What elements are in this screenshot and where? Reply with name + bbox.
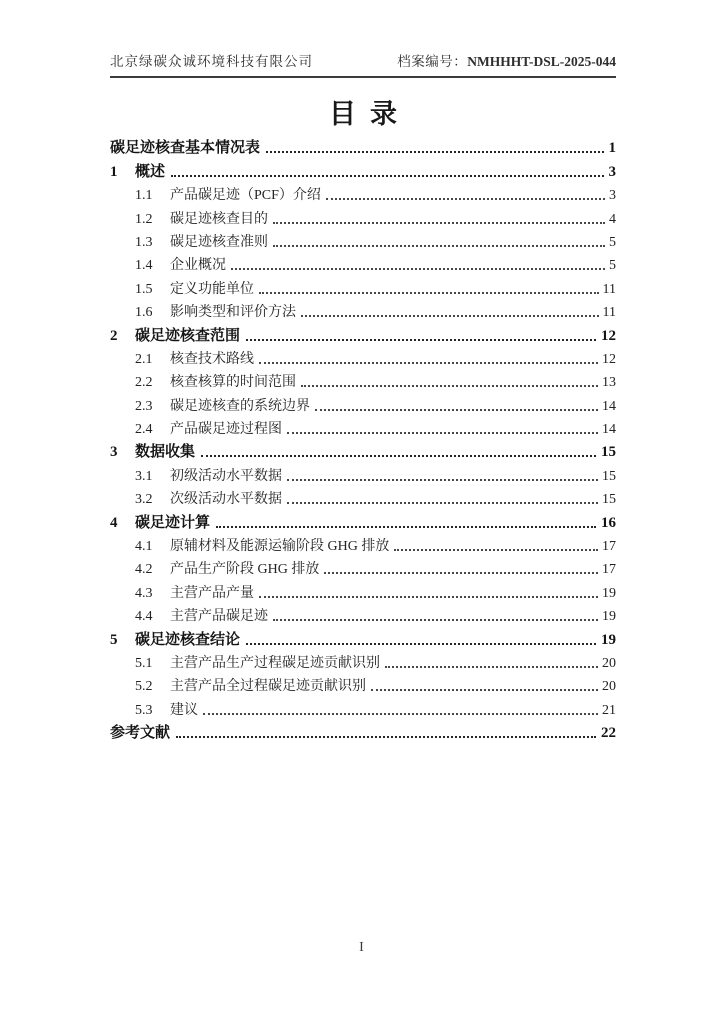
toc-entry-number: 5.3 xyxy=(135,702,153,718)
toc-entry-page: 17 xyxy=(602,539,616,555)
toc-entry xyxy=(110,555,616,578)
toc-leader-dots xyxy=(266,151,603,153)
toc-entry xyxy=(110,695,616,718)
toc-entry-label: 碳足迹计算 xyxy=(135,514,211,531)
toc-entry xyxy=(110,578,616,601)
toc-entry-label: 次级活动水平数据 xyxy=(170,492,282,508)
toc-entry-number: 4.4 xyxy=(135,609,153,625)
toc-entry-page: 14 xyxy=(602,398,616,414)
toc-leader-dots xyxy=(301,385,598,387)
toc-entry xyxy=(110,251,616,274)
toc-leader-dots xyxy=(301,315,599,317)
toc-entry-page: 11 xyxy=(602,305,616,321)
toc-leader-dots xyxy=(176,736,596,738)
toc-entry-page: 20 xyxy=(602,679,616,695)
toc-leader-dots xyxy=(246,339,596,341)
toc-entry-number: 3.2 xyxy=(135,492,153,508)
toc-entry xyxy=(110,532,616,555)
toc-entry-page: 16 xyxy=(601,514,616,531)
toc-entry-label: 企业概况 xyxy=(170,258,226,274)
toc-entry xyxy=(110,157,616,180)
toc-entry-label: 碳足迹核查基本情况表 xyxy=(110,140,261,157)
toc-leader-dots xyxy=(216,526,596,528)
toc-entry-label: 主营产品碳足迹 xyxy=(170,609,268,625)
toc-entry-label: 碳足迹核查目的 xyxy=(170,211,268,227)
toc-entry-number: 2 xyxy=(110,327,118,344)
toc-entry-number: 2.1 xyxy=(135,351,153,367)
toc-entry-number: 5.2 xyxy=(135,679,153,695)
toc-entry-label: 核查核算的时间范围 xyxy=(170,375,296,391)
toc-entry xyxy=(110,345,616,368)
toc-entry xyxy=(110,485,616,508)
toc-entry-label: 定义功能单位 xyxy=(170,281,254,297)
page-header xyxy=(110,50,616,78)
toc-entry-label: 概述 xyxy=(135,163,166,180)
toc-leader-dots xyxy=(273,245,605,247)
toc-entry xyxy=(110,415,616,438)
toc-entry xyxy=(110,672,616,695)
toc-entry-page: 3 xyxy=(608,163,616,180)
toc-entry-page: 5 xyxy=(609,258,616,274)
toc-entry-number: 3 xyxy=(110,444,118,461)
toc-leader-dots xyxy=(259,362,598,364)
toc-entry-label: 建议 xyxy=(170,702,198,718)
toc-leader-dots xyxy=(287,479,598,481)
toc-entry xyxy=(110,181,616,204)
toc-leader-dots xyxy=(315,409,598,411)
toc-entry-number: 5.1 xyxy=(135,655,153,671)
toc-entry-page: 12 xyxy=(602,351,616,367)
toc-leader-dots xyxy=(259,596,598,598)
toc-entry xyxy=(110,461,616,484)
toc-leader-dots xyxy=(259,292,599,294)
toc-entry-page: 5 xyxy=(609,234,616,250)
toc-leader-dots xyxy=(171,175,603,177)
toc-entry-label: 影响类型和评价方法 xyxy=(170,305,296,321)
page-title: 目录 xyxy=(329,99,411,129)
toc-entry-number: 4.2 xyxy=(135,562,153,578)
toc-entry-label: 原辅材料及能源运输阶段 GHG 排放 xyxy=(170,539,390,555)
toc-entry-page: 17 xyxy=(602,562,616,578)
toc-entry xyxy=(110,298,616,321)
toc-entry-page: 3 xyxy=(609,188,616,204)
toc-entry-label: 产品生产阶段 GHG 排放 xyxy=(170,562,320,578)
toc-entry-label: 产品碳足迹（PCF）介绍 xyxy=(170,188,321,204)
table-of-contents xyxy=(110,134,616,742)
toc-entry-number: 1.3 xyxy=(135,234,153,250)
toc-entry-number: 2.4 xyxy=(135,422,153,438)
toc-entry-page: 21 xyxy=(602,702,616,718)
toc-entry-page: 19 xyxy=(602,585,616,601)
toc-leader-dots xyxy=(394,549,598,551)
toc-entry-number: 1.6 xyxy=(135,305,153,321)
toc-entry-number: 4.1 xyxy=(135,539,153,555)
toc-leader-dots xyxy=(273,619,598,621)
toc-leader-dots xyxy=(326,198,605,200)
toc-entry-label: 主营产品全过程碳足迹贡献识别 xyxy=(170,679,366,695)
toc-entry-number: 2.3 xyxy=(135,398,153,414)
toc-entry-label: 参考文献 xyxy=(110,725,171,742)
toc-entry-page: 19 xyxy=(601,631,616,648)
toc-entry-page: 15 xyxy=(602,492,616,508)
toc-leader-dots xyxy=(371,689,598,691)
toc-entry-number: 4 xyxy=(110,514,118,531)
toc-entry-number: 1.4 xyxy=(135,258,153,274)
footer-page-number: I xyxy=(359,940,365,955)
toc-entry-label: 碳足迹核查的系统边界 xyxy=(170,398,310,414)
toc-entry-label: 碳足迹核查结论 xyxy=(135,631,241,648)
toc-entry-number: 1.1 xyxy=(135,188,153,204)
toc-entry-label: 主营产品产量 xyxy=(170,585,254,601)
toc-entry-page: 15 xyxy=(601,444,616,461)
toc-entry xyxy=(110,368,616,391)
toc-entry-number: 5 xyxy=(110,631,118,648)
toc-leader-dots xyxy=(201,455,596,457)
toc-entry-label: 初级活动水平数据 xyxy=(170,468,282,484)
toc-leader-dots xyxy=(287,502,598,504)
toc-entry-label: 产品碳足迹过程图 xyxy=(170,422,282,438)
toc-entry xyxy=(110,321,616,344)
toc-entry xyxy=(110,274,616,297)
toc-entry-label: 碳足迹核查准则 xyxy=(170,234,268,250)
header-file-number: NMHHHT-DSL-2025-044 xyxy=(467,54,616,69)
toc-entry-page: 14 xyxy=(602,422,616,438)
toc-entry-page: 1 xyxy=(608,140,616,157)
toc-entry xyxy=(110,228,616,251)
toc-entry xyxy=(110,438,616,461)
toc-entry-number: 2.2 xyxy=(135,375,153,391)
toc-entry-number: 1.5 xyxy=(135,281,153,297)
toc-entry-page: 13 xyxy=(602,375,616,391)
toc-entry-page: 19 xyxy=(602,609,616,625)
toc-entry-label: 主营产品生产过程碳足迹贡献识别 xyxy=(170,655,380,671)
toc-entry-label: 数据收集 xyxy=(135,444,196,461)
toc-entry-page: 4 xyxy=(609,211,616,227)
toc-entry xyxy=(110,602,616,625)
toc-leader-dots xyxy=(273,222,605,224)
toc-entry-number: 1 xyxy=(110,163,118,180)
header-file-label: 档案编号： xyxy=(397,54,468,69)
header-company-name: 北京绿碳众诚环境科技有限公司 xyxy=(110,54,313,69)
toc-entry-page: 12 xyxy=(601,327,616,344)
toc-entry-number: 3.1 xyxy=(135,468,153,484)
toc-entry-page: 11 xyxy=(602,281,616,297)
toc-leader-dots xyxy=(231,268,605,270)
toc-entry-label: 核查技术路线 xyxy=(170,351,254,367)
toc-entry xyxy=(110,719,616,742)
toc-leader-dots xyxy=(324,572,598,574)
toc-leader-dots xyxy=(246,643,596,645)
toc-entry xyxy=(110,204,616,227)
toc-entry xyxy=(110,625,616,648)
toc-leader-dots xyxy=(287,432,598,434)
toc-entry-number: 1.2 xyxy=(135,211,153,227)
toc-entry-number: 4.3 xyxy=(135,585,153,601)
toc-leader-dots xyxy=(203,713,598,715)
toc-entry xyxy=(110,134,616,157)
toc-entry-label: 碳足迹核查范围 xyxy=(135,327,241,344)
header-file-number-group xyxy=(397,50,616,70)
toc-entry-page: 15 xyxy=(602,468,616,484)
toc-entry xyxy=(110,391,616,414)
toc-leader-dots xyxy=(385,666,598,668)
toc-entry xyxy=(110,508,616,531)
toc-entry xyxy=(110,649,616,672)
toc-entry-page: 22 xyxy=(601,725,616,742)
toc-entry-page: 20 xyxy=(602,655,616,671)
